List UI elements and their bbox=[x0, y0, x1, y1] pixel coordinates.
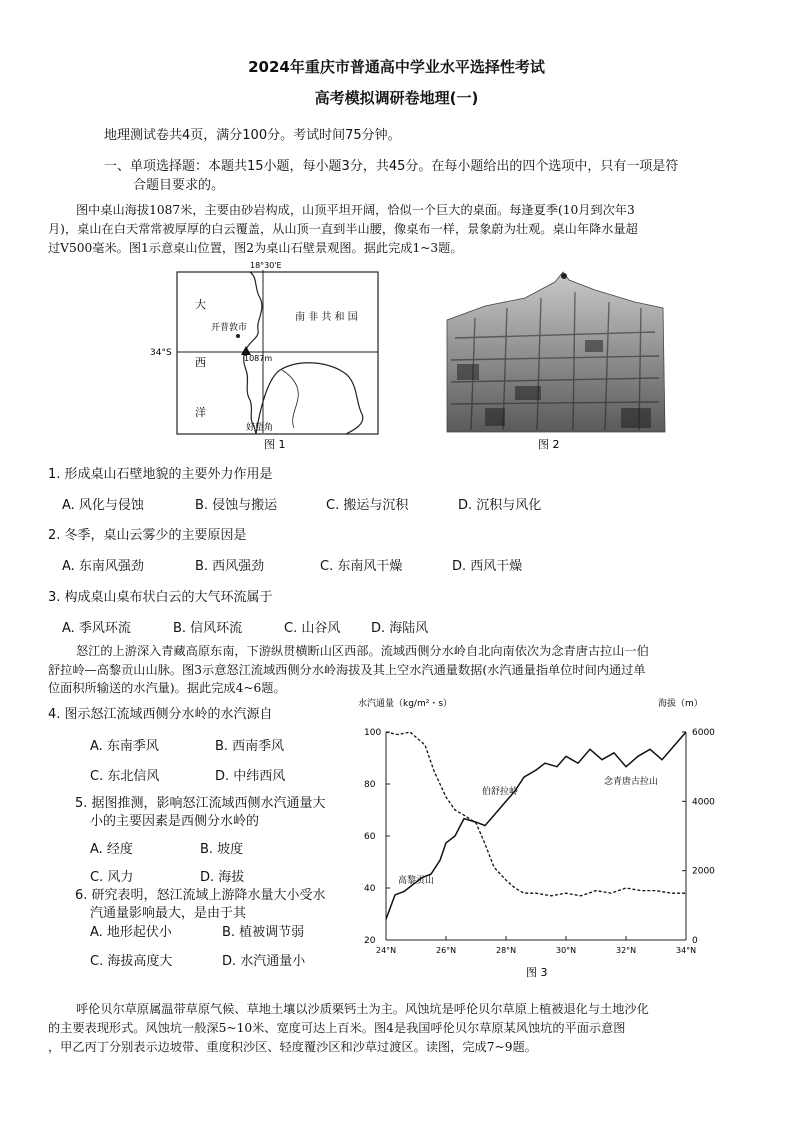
q3-option-b[interactable]: B. 信风环流 bbox=[173, 621, 243, 636]
ocean-label-3: 洋 bbox=[195, 406, 206, 419]
right-tick-label: 2000 bbox=[692, 866, 715, 877]
right-tick-label: 4000 bbox=[692, 797, 715, 808]
section-heading-cont: 合题目要求的。 bbox=[133, 178, 225, 193]
figure3-chart bbox=[352, 690, 732, 986]
x-tick-label: 24°N bbox=[376, 946, 397, 955]
exam-intro: 地理测试卷共4页，满分100分。考试时间75分钟。 bbox=[104, 128, 401, 143]
q1-option-d[interactable]: D. 沉积与风化 bbox=[458, 498, 542, 513]
q5-stem-cont: 小的主要因素是西侧分水岭的 bbox=[90, 814, 260, 829]
left-tick-label: 80 bbox=[364, 780, 376, 790]
q3-option-a[interactable]: A. 季风环流 bbox=[62, 621, 131, 636]
left-tick-label: 40 bbox=[364, 884, 376, 894]
q3-option-c[interactable]: C. 山谷风 bbox=[284, 621, 341, 636]
x-tick-label: 34°N bbox=[676, 946, 697, 955]
q6-option-b[interactable]: B. 植被调节弱 bbox=[222, 925, 305, 940]
figure2-caption: 图 2 bbox=[538, 438, 560, 451]
annotation-nyainqentanglha: 念青唐古拉山 bbox=[604, 777, 659, 787]
annotation-boshula: 伯舒拉岭 bbox=[482, 787, 519, 797]
ocean-label-1: 大 bbox=[195, 298, 206, 311]
q4-option-c[interactable]: C. 东北信风 bbox=[90, 769, 160, 784]
q1-stem: 1. 形成桌山石壁地貌的主要外力作用是 bbox=[48, 467, 273, 482]
vapor-flux-line bbox=[386, 732, 686, 896]
annotation-gaoligong: 高黎贡山 bbox=[398, 876, 435, 886]
passage3-line3: ，甲乙丙丁分别表示边坡带、重度积沙区、轻度覆沙区和沙草过渡区。读图，完成7~9题。 bbox=[48, 1040, 537, 1054]
peak-height-label: 1087m bbox=[244, 354, 273, 363]
x-tick-label: 26°N bbox=[436, 946, 457, 955]
q2-stem: 2. 冬季，桌山云雾少的主要原因是 bbox=[48, 528, 247, 543]
q6-option-c[interactable]: C. 海拔高度大 bbox=[90, 954, 173, 969]
q4-option-a[interactable]: A. 东南季风 bbox=[90, 739, 159, 754]
figure3-caption: 图 3 bbox=[526, 966, 548, 979]
x-tick-label: 30°N bbox=[556, 946, 577, 955]
right-tick-label: 0 bbox=[692, 936, 698, 946]
q1-option-b[interactable]: B. 侵蚀与搬运 bbox=[195, 498, 278, 513]
section-heading: 一、单项选择题：本题共15小题，每小题3分，共45分。在每小题给出的四个选项中，只有一项是符 bbox=[104, 159, 679, 174]
q5-stem: 5. 据图推测，影响怒江流域西侧水汽通量大 bbox=[75, 796, 326, 811]
q2-option-a[interactable]: A. 东南风强劲 bbox=[62, 559, 144, 574]
x-tick-label: 32°N bbox=[616, 946, 637, 955]
passage1-line1: 图中桌山海拔1087米，主要由砂岩构成，山顶平坦开阔，恰似一个巨大的桌面。每逢夏季(10月到次年3 bbox=[76, 203, 635, 217]
passage3-line2: 的主要表现形式。风蚀坑一般深5~10米、宽度可达上百米。图4是我国呼伦贝尔草原某风蚀坑的平面示意图 bbox=[48, 1021, 626, 1035]
q2-option-c[interactable]: C. 东南风干燥 bbox=[320, 559, 403, 574]
latitude-label: 34°S bbox=[150, 348, 172, 358]
right-tick-label: 6000 bbox=[692, 728, 715, 738]
exam-title: 2024年重庆市普通高中学业水平选择性考试 bbox=[248, 58, 545, 76]
x-tick-label: 28°N bbox=[496, 946, 517, 955]
passage3-line1: 呼伦贝尔草原属温带草原气候、草地土壤以沙质栗钙土为主。风蚀坑是呼伦贝尔草原上植被退化与土地沙化 bbox=[76, 1002, 649, 1016]
q4-stem: 4. 图示怒江流域西侧分水岭的水汽源自 bbox=[48, 707, 273, 722]
q2-option-b[interactable]: B. 西风强劲 bbox=[195, 559, 265, 574]
q4-option-d[interactable]: D. 中纬西风 bbox=[215, 769, 286, 784]
country-label: 南 非 共 和 国 bbox=[295, 312, 358, 323]
q3-option-d[interactable]: D. 海陆风 bbox=[371, 621, 429, 636]
left-tick-label: 20 bbox=[364, 936, 376, 946]
left-tick-label: 100 bbox=[364, 728, 382, 738]
passage2-line1: 怒江的上游深入青藏高原东南，下游纵贯横断山区西部。流域西侧分水岭自北向南依次为念青唐古拉山一伯 bbox=[76, 644, 649, 658]
q3-stem: 3. 构成桌山桌布状白云的大气环流属于 bbox=[48, 590, 273, 605]
passage2-line3: 位面积所输送的水汽量)。据此完成4~6题。 bbox=[48, 681, 286, 695]
q5-option-a[interactable]: A. 经度 bbox=[90, 842, 133, 857]
passage2-line2: 舒拉岭—高黎贡山山脉。图3示意怒江流域西侧分水岭海拔及其上空水汽通量数据(水汽通量指单位时间内通过单 bbox=[48, 663, 646, 677]
figure2-photo bbox=[445, 268, 667, 454]
q6-stem-cont: 汽通量影响最大，是由于其 bbox=[90, 906, 247, 921]
q5-option-d[interactable]: D. 海拔 bbox=[200, 870, 245, 885]
q2-option-d[interactable]: D. 西风干燥 bbox=[452, 559, 523, 574]
city-label: 开普敦市 bbox=[211, 323, 248, 333]
ocean-label-2: 西 bbox=[195, 356, 206, 369]
right-axis-label: 海拔（m） bbox=[658, 699, 703, 709]
figure1-caption: 图 1 bbox=[264, 438, 286, 451]
q6-option-d[interactable]: D. 水汽通量小 bbox=[222, 954, 306, 969]
exam-subtitle: 高考模拟调研卷地理(一) bbox=[314, 89, 479, 107]
q6-stem: 6. 研究表明，怒江流域上游降水量大小受水 bbox=[75, 888, 326, 903]
left-tick-label: 60 bbox=[364, 832, 376, 842]
passage1-line2: 月)，桌山在白天常常被厚厚的白云覆盖，从山顶一直到半山腰，像桌布一样，景象蔚为壮观。桌山年降水量超 bbox=[48, 222, 638, 236]
figure1-map bbox=[150, 258, 390, 454]
q5-option-c[interactable]: C. 风力 bbox=[90, 870, 134, 885]
q6-option-a[interactable]: A. 地形起伏小 bbox=[90, 925, 172, 940]
q5-option-b[interactable]: B. 坡度 bbox=[200, 842, 244, 857]
longitude-label: 18°30'E bbox=[250, 261, 282, 270]
cape-label: 好望角 bbox=[246, 423, 274, 433]
q1-option-c[interactable]: C. 搬运与沉积 bbox=[326, 498, 409, 513]
elevation-line bbox=[386, 732, 686, 919]
q4-option-b[interactable]: B. 西南季风 bbox=[215, 739, 285, 754]
passage1-line3: 过V500毫米。图1示意桌山位置，图2为桌山石壁景观图。据此完成1~3题。 bbox=[48, 241, 463, 255]
left-axis-label: 水汽通量（kg/m²・s） bbox=[358, 699, 453, 709]
q1-option-a[interactable]: A. 风化与侵蚀 bbox=[62, 498, 144, 513]
